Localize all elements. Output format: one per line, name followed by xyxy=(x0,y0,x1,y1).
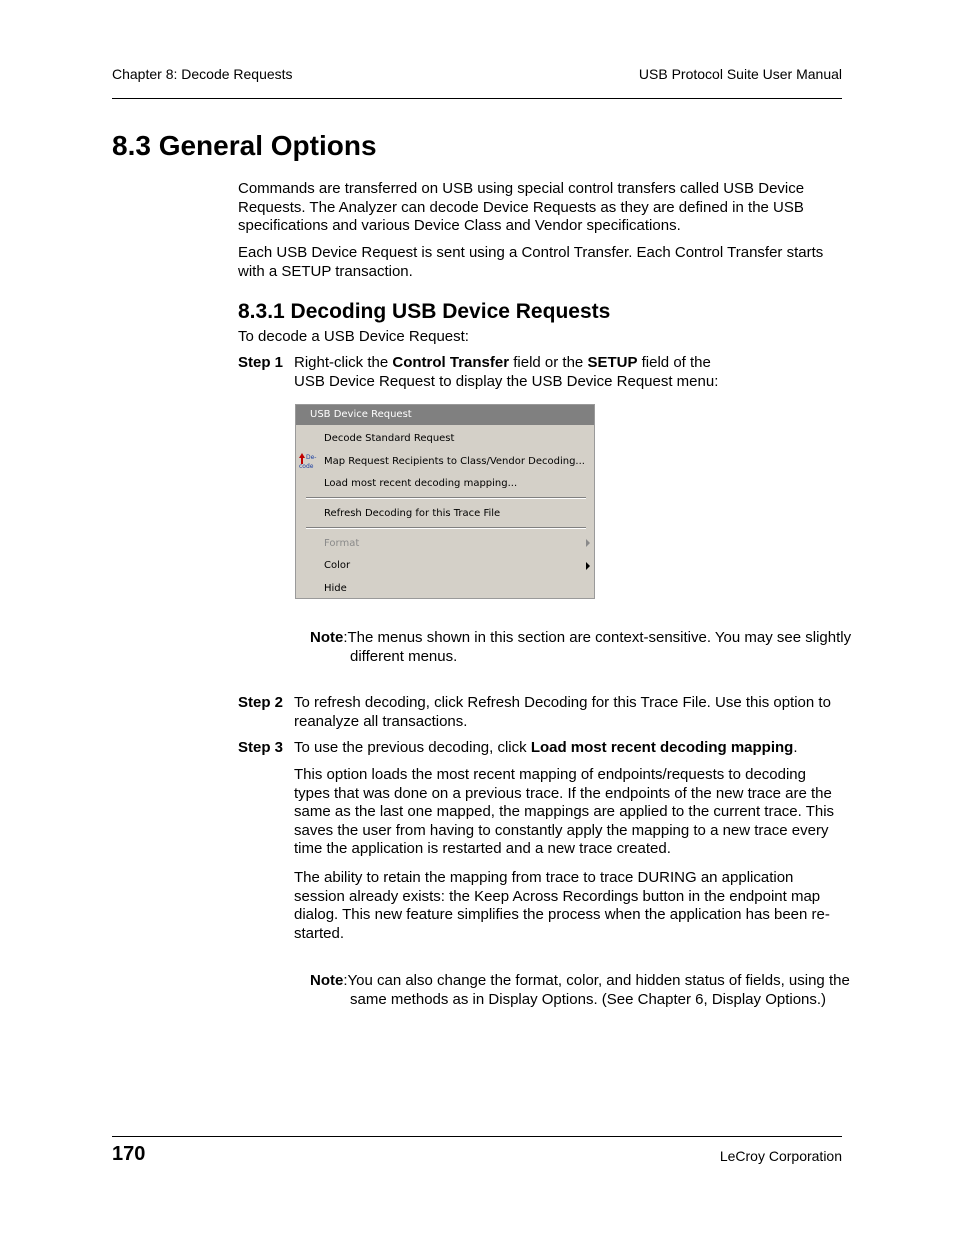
step-1-text xyxy=(294,354,744,391)
page-number: 170 xyxy=(112,1143,146,1165)
step-1-text-b: field or the xyxy=(509,354,588,371)
color-submenu-arrow-icon xyxy=(586,562,590,570)
load-recent-mapping-term: Load most recent decoding mapping xyxy=(530,739,794,756)
note-1-label: Note xyxy=(310,629,344,646)
menu-item-format: Format xyxy=(324,538,360,549)
setup-term: SETUP xyxy=(587,354,638,371)
step-1-text-c: field of the USB Device Request to display the USB Device Request menu: xyxy=(294,354,719,390)
subsection-title: 8.3.1 Decoding USB Device Requests xyxy=(238,300,611,323)
note-2-label: Note xyxy=(310,972,344,989)
decode-icon-text-2: code xyxy=(299,463,314,470)
subsection-intro: To decode a USB Device Request: xyxy=(238,328,469,345)
running-header-manual: USB Protocol Suite User Manual xyxy=(638,66,842,82)
note-1-text: :The menus shown in this section are context-sensitive. You may see slightly different menus. xyxy=(343,629,852,665)
menu-item-color[interactable]: Color xyxy=(324,560,351,571)
decode-icon-text-1: De- xyxy=(306,454,317,461)
footer-rule xyxy=(112,1136,842,1137)
header-rule xyxy=(112,98,842,99)
step-3-text xyxy=(294,739,842,758)
format-submenu-arrow-icon xyxy=(586,539,590,547)
control-transfer-paragraph: Each USB Device Request is sent using a Control Transfer. Each Control Transfer starts with a SETUP transaction. xyxy=(238,244,824,280)
step-2-text: To refresh decoding, click Refresh Decoding for this Trace File. Use this option to reanalyze all transactions. xyxy=(294,694,831,730)
keep-across-recordings-paragraph: The ability to retain the mapping from trace to trace DURING an application session already exists: the Keep Across Recordings button in the endpoint map dialog. This new feature simplifies the process when the application has been re-started. xyxy=(294,869,830,942)
menu-title: USB Device Request xyxy=(296,405,594,425)
menu-item-decode-standard-request[interactable]: Decode Standard Request xyxy=(324,433,455,444)
mapping-explanation-paragraph: This option loads the most recent mapping of endpoints/requests to decoding types that was done on a previous trace. If the endpoints of the new trace are the same as the last one mapped, the mappings are applied to the current trace. This saves the user from having to constantly apply the mapping to a new trace every time the application is restarted and a new trace created. xyxy=(294,766,835,858)
decode-icon xyxy=(298,452,320,470)
menu-separator-2 xyxy=(306,527,586,529)
menu-item-map-request-recipients[interactable]: Map Request Recipients to Class/Vendor Decoding... xyxy=(324,456,585,467)
note-2-text: :You can also change the format, color, and hidden status of fields, using the same methods as in Display Options. (See Chapter 6, Display Options.) xyxy=(343,972,850,1008)
intro-paragraph: Commands are transferred on USB using special control transfers called USB Device Requests. The Analyzer can decode Device Requests as they are defined in the USB specifications and various Device Class and Vendor specifications. xyxy=(238,180,805,235)
step-3-text-b: . xyxy=(793,739,798,756)
note-context-sensitive xyxy=(310,629,880,666)
menu-item-refresh-decoding[interactable]: Refresh Decoding for this Trace File xyxy=(324,508,501,519)
step-3-text-a: To use the previous decoding, click xyxy=(294,739,531,756)
note-display-options xyxy=(310,972,880,1009)
step-3-label: Step 3 xyxy=(238,739,284,756)
menu-item-hide[interactable]: Hide xyxy=(324,583,347,594)
usb-device-request-menu xyxy=(295,404,595,599)
running-header-chapter: Chapter 8: Decode Requests xyxy=(112,66,293,82)
step-1-text-a: Right-click the xyxy=(294,354,393,371)
menu-separator-1 xyxy=(306,497,586,499)
footer-company: LeCroy Corporation xyxy=(719,1148,842,1164)
step-2-label: Step 2 xyxy=(238,694,284,711)
step-1-label: Step 1 xyxy=(238,354,284,371)
control-transfer-term: Control Transfer xyxy=(392,354,510,371)
menu-item-load-recent-mapping[interactable]: Load most recent decoding mapping... xyxy=(324,478,518,489)
section-title: 8.3 General Options xyxy=(112,130,377,161)
